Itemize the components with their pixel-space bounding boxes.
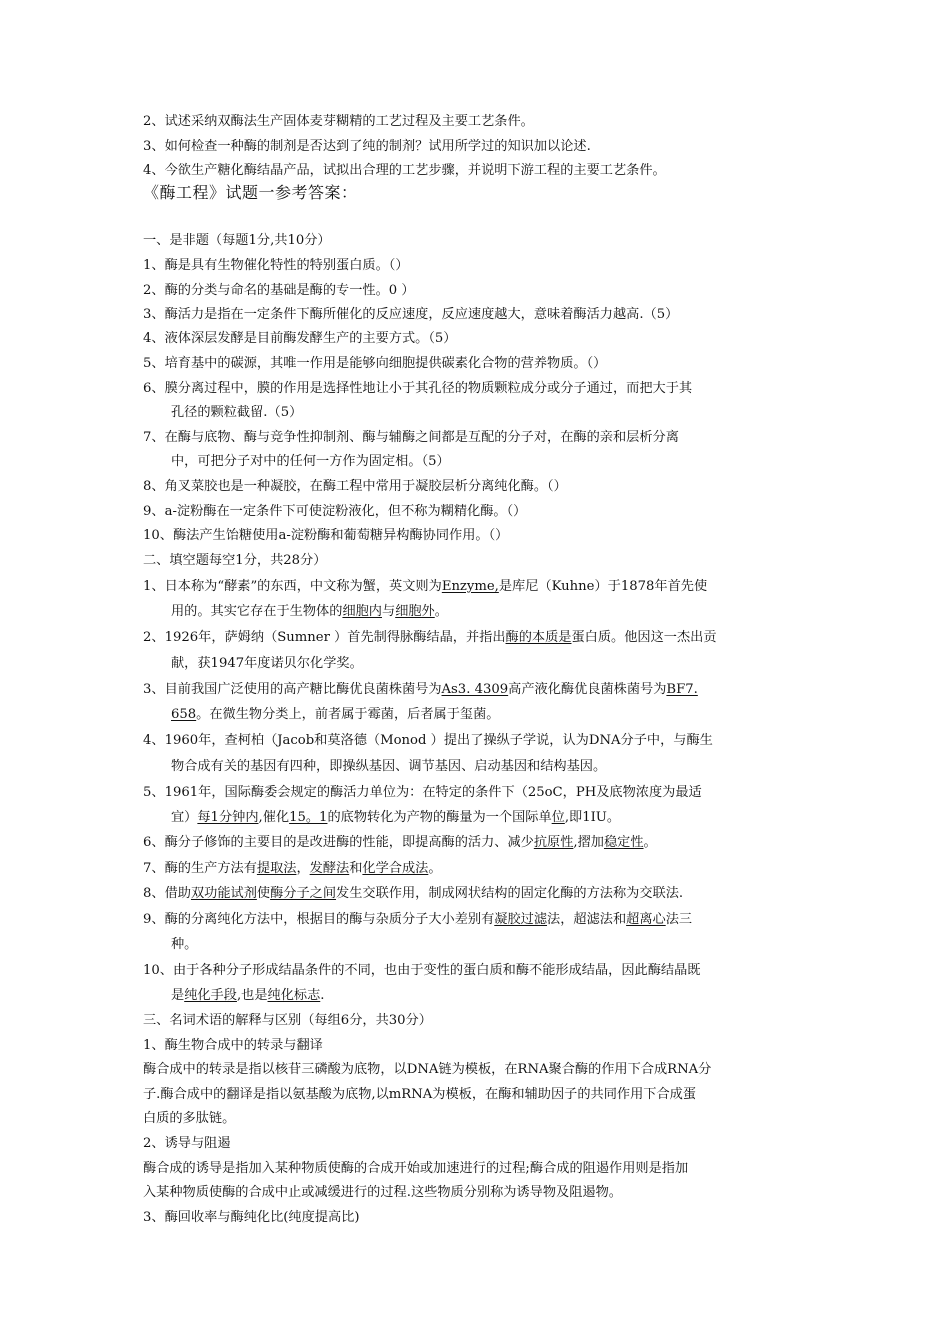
answer-blank: 发酵法 [309,861,350,876]
fill-item-1-cont: 用的。其实它存在于生物体的细胞内与细胞外。 [171,604,448,619]
term-2-title: 2、诱导与阻遏 [143,1136,231,1151]
fill-item-3: 3、目前我国广泛使用的高产糖比酶优良菌株菌号为As3. 4309高产液化酶优良菌株菌号为BF7. [143,682,698,697]
tf-item-3: 3、酶活力是指在一定条件下酶所催化的反应速度，反应速度越大，意味着酶活力越高.（5） [143,307,679,322]
tf-item-8: 8、角叉菜胶也是一种凝胶，在酶工程中常用于凝胶层析分离纯化酶。（） [143,479,567,494]
term-1-title: 1、酶生物合成中的转录与翻译 [143,1038,323,1053]
tf-item-7: 7、在酶与底物、酶与竞争性抑制剂、酶与辅酶之间都是互配的分子对，在酶的亲和层析分离 [143,430,679,445]
answer-blank: 双功能试剂 [190,886,257,901]
answer-blank: 超离心 [626,912,666,927]
fill-item-5-cont: 宜）每1分钟内,催化15。1的底物转化为产物的酶量为一个国际单位,即1IU。 [171,810,621,825]
answer-title: 《酶工程》试题一参考答案： [143,183,358,202]
tf-item-4: 4、液体深层发酵是目前酶发酵生产的主要方式。（5） [143,331,457,346]
question-3: 3、如何检查一种酶的制剂是否达到了纯的制剂？试用所学过的知识加以论述. [143,139,591,154]
section-2-heading: 二、填空题每空1分，共28分） [143,553,327,568]
question-4: 4、今欲生产糖化酶结晶产品，试拟出合理的工艺步骤，并说明下游工程的主要工艺条件。 [143,163,666,178]
fill-item-8: 8、借助双功能试剂使酶分子之间发生交联作用，制成网状结构的固定化酶的方法称为交联法. [143,886,684,901]
answer-blank: 658 [171,707,197,722]
answer-blank: 提取法 [256,861,297,876]
tf-item-9: 9、a-淀粉酶在一定条件下可使淀粉液化，但不称为糊精化酶。（） [143,504,527,519]
section-3-heading: 三、名词术语的解释与区别（每组6分，共30分） [143,1013,432,1028]
answer-blank: 位 [551,810,565,825]
tf-item-10: 10、酶法产生饴糖使用a-淀粉酶和葡萄糖异构酶协同作用。（） [143,528,509,543]
term-2-text-cont: 入某种物质使酶的合成中止或减缓进行的过程.这些物质分别称为诱导物及阻遏物。 [143,1185,622,1200]
fill-item-2-cont: 献，获1947年度诺贝尔化学奖。 [171,656,363,671]
answer-blank: 纯化手段 [184,988,237,1003]
section-1-heading: 一、是非题（每题1分,共10分） [143,233,331,248]
answer-blank: 纯化标志 [267,988,321,1003]
answer-blank: 抗原性 [533,835,574,850]
fill-item-4-cont: 物合成有关的基因有四种，即操纵基因、调节基因、启动基因和结构基因。 [171,759,607,774]
answer-blank: 15。1 [289,810,328,825]
fill-item-9: 9、酶的分离纯化方法中，根据目的酶与杂质分子大小差别有凝胶过滤法，超滤法和超离心法三 [143,912,693,927]
answer-blank: 细胞外 [395,604,435,619]
term-1-text: 酶合成中的转录是指以核苷三磷酸为底物，以DNA链为模板，在RNA聚合酶的作用下合成RNA分 [143,1062,712,1077]
answer-blank: As3. 4309 [441,682,509,697]
answer-blank: BF7. [666,682,698,697]
fill-item-7: 7、酶的生产方法有提取法，发酵法和化学合成法。 [143,861,442,876]
fill-item-4: 4、1960年，查柯柏（Jacob和莫洛德（Monod ）提出了操纵子学说，认为DNA分子中，与酶生 [143,733,713,748]
tf-item-2: 2、酶的分类与命名的基础是酶的专一性。0 ） [143,283,415,298]
tf-item-7-cont: 中，可把分子对中的任何一方作为固定相。（5） [171,454,450,469]
fill-item-10: 10、由于各种分子形成结晶条件的不同，也由于变性的蛋白质和酶不能形成结晶，因此酶结晶既 [143,963,701,978]
answer-blank: 凝胶过滤 [494,912,548,927]
fill-item-6: 6、酶分子修饰的主要目的是改进酶的性能，即提高酶的活力、减少抗原性,摺加稳定性。 [143,835,657,850]
tf-item-6-cont: 孔径的颗粒截留.（5） [171,405,303,420]
term-1-text-end: 白质的多肽链。 [143,1111,236,1126]
answer-blank: 酶的本质是 [505,630,572,645]
tf-item-1: 1、酶是具有生物催化特性的特别蛋白质。（） [143,258,409,273]
tf-item-5: 5、培育基中的碳源，其唯一作用是能够向细胞提供碳素化合物的营养物质。（） [143,356,607,371]
fill-item-3-cont: 658。在微生物分类上，前者属于霉菌，后者属于玺菌。 [171,707,500,722]
fill-item-9-cont: 种。 [171,937,198,952]
answer-blank: 酶分子之间 [270,886,337,901]
fill-item-1: 1、日本称为“酵素”的东西，中文称为蟹，英文则为Enzyme,是库尼（Kuhne）于1878年首先使 [143,579,708,594]
fill-item-2: 2、1926年，萨姆纳（Sumner ）首先制得脉酶结晶，并指出酶的本质是蛋白质。他因这一杰出贡 [143,630,717,645]
term-3-title: 3、酶回收率与酶纯化比(纯度提高比) [143,1210,360,1225]
term-2-text: 酶合成的诱导是指加入某种物质使酶的合成开始或加速进行的过程;酶合成的阻遏作用则是指加 [143,1161,689,1176]
answer-blank: 细胞内 [342,604,382,619]
answer-blank: 每1分钟内 [197,810,259,825]
question-2: 2、试述采纳双酶法生产固体麦芽糊精的工艺过程及主要工艺条件。 [143,114,534,129]
answer-blank: Enzyme, [441,579,499,594]
fill-item-10-cont: 是纯化手段,也是纯化标志. [171,988,325,1003]
tf-item-6: 6、膜分离过程中，膜的作用是选择性地让小于其孔径的物质颗粒成分或分子通过，而把大于其 [143,381,693,396]
term-1-text-cont: 子.酶合成中的翻译是指以氨基酸为底物,以mRNA为模板，在酶和辅助因子的共同作用下合成蛋 [143,1087,697,1102]
answer-blank: 稳定性 [603,835,644,850]
answer-blank: 化学合成法 [362,861,429,876]
fill-item-5: 5、1961年，国际酶委会规定的酶活力单位为：在特定的条件下（25oC，PH及底物浓度为最适 [143,785,702,800]
